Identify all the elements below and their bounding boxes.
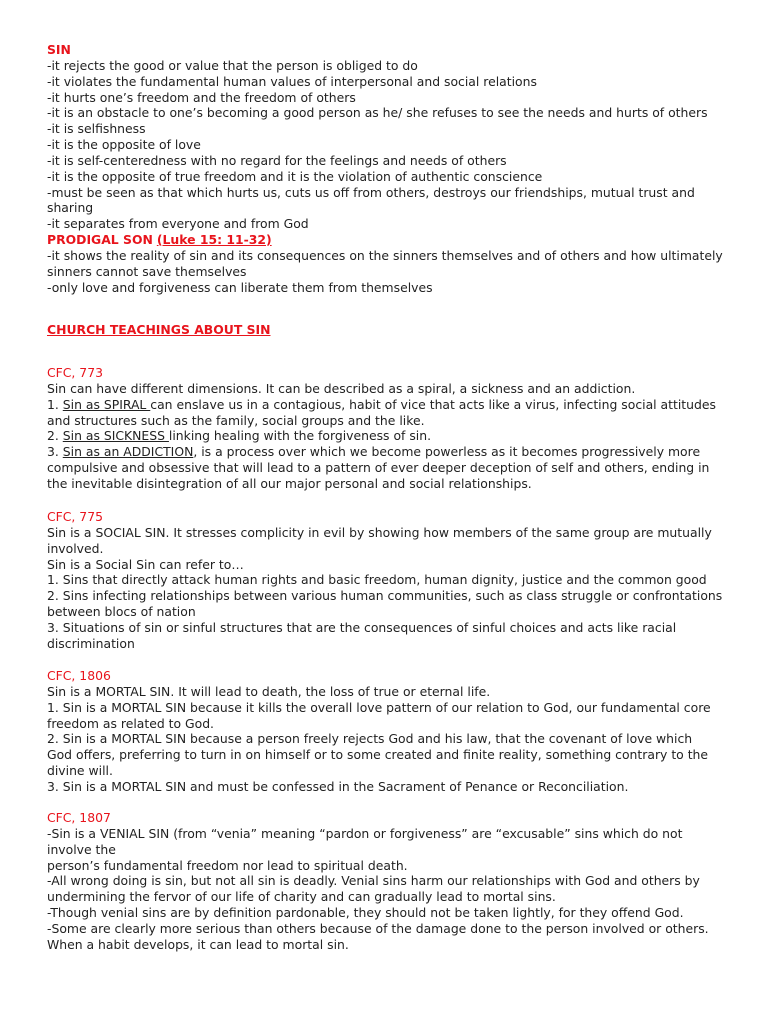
cfc773-item-1: [47, 397, 727, 413]
item-text: , is a process over which we become powerless as it becomes progressively more: [193, 444, 701, 460]
item-term: Sin as an ADDICTION: [62, 444, 194, 460]
cfc773-item-3: [47, 444, 727, 460]
cfc773-item-2: [47, 428, 727, 444]
cfc775-line: 2. Sins infecting relationships between various human communities, such as class struggle or confrontations: [47, 588, 723, 604]
cfc1806-line: divine will.: [47, 763, 113, 779]
cfc1806-line: 2. Sin is a MORTAL SIN because a person freely rejects God and his law, that the covenant of love which: [47, 731, 693, 747]
cfc775-line: 1. Sins that directly attack human rights and basic freedom, human dignity, justice and the common good: [47, 572, 707, 588]
cfc1806-section: [47, 668, 727, 795]
prodigal-reference-open: (: [156, 232, 163, 248]
cfc1806-line: God offers, preferring to turn in on himself or to some created and finite reality, something contrary to the: [47, 747, 709, 763]
prodigal-heading: PRODIGAL SON: [47, 232, 153, 248]
item-term: Sin as SICKNESS: [62, 428, 169, 444]
cfc1807-line: -Though venial sins are by definition pardonable, they should not be taken lightly, for they offend God.: [47, 905, 684, 921]
cfc1806-line: Sin is a MORTAL SIN. It will lead to death, the loss of true or eternal life.: [47, 683, 491, 699]
sin-point: -it rejects the good or value that the person is obliged to do: [47, 57, 418, 73]
prodigal-reference-link[interactable]: Luke 15: 11-32: [162, 232, 266, 248]
sin-point: -it is selfishness: [47, 121, 146, 137]
cfc1807-line: undermining the fervor of our life of charity and can gradually lead to mortal sins.: [47, 889, 556, 905]
cfc1807-line: -All wrong doing is sin, but not all sin is deadly. Venial sins harm our relationships with God and others by: [47, 873, 700, 889]
cfc1807-line: involve the: [47, 841, 116, 857]
cfc1807-line: -Sin is a VENIAL SIN (from “venia” meaning “pardon or forgiveness” are “excusable” sins which do not: [47, 825, 683, 841]
cfc1807-line: -Some are clearly more serious than others because of the damage done to the person involved or others.: [47, 920, 709, 936]
cfc1806-line: 1. Sin is a MORTAL SIN because it kills the overall love pattern of our relation to God, our fundamental core: [47, 699, 711, 715]
item-number: 3.: [47, 444, 63, 460]
sin-point: -must be seen as that which hurts us, cuts us off from others, destroys our friendships, mutual trust and: [47, 184, 695, 200]
cfc773-item-3-cont: compulsive and obsessive that will lead to a pattern of ever deeper deception of self and others, ending in: [47, 460, 710, 476]
sin-heading: SIN: [47, 42, 71, 57]
prodigal-point: -only love and forgiveness can liberate them from themselves: [47, 279, 433, 295]
cfc1806-line: 3. Sin is a MORTAL SIN and must be confessed in the Sacrament of Penance or Reconciliation.: [47, 778, 629, 794]
church-teachings-heading: CHURCH TEACHINGS ABOUT SIN: [47, 322, 271, 337]
item-text: can enslave us in a contagious, habit of vice that acts like a virus, infecting social attitudes: [150, 396, 716, 412]
cfc1806-line: freedom as related to God.: [47, 715, 215, 731]
item-number: 2.: [47, 428, 63, 444]
prodigal-point: -it shows the reality of sin and its consequences on the sinners themselves and of others and how ultimately: [47, 247, 723, 263]
cfc775-line: 3. Situations of sin or sinful structures that are the consequences of sinful choices and acts like racial: [47, 619, 677, 635]
sin-point: sharing: [47, 200, 94, 216]
sin-point: -it is the opposite of love: [47, 137, 201, 153]
cfc773-reference: CFC, 773: [47, 365, 103, 380]
cfc1807-reference: CFC, 1807: [47, 810, 111, 825]
cfc773-item-3-cont: the inevitable disintegration of all our major personal and social relationships.: [47, 475, 532, 491]
cfc1807-line: When a habit develops, it can lead to mortal sin.: [47, 936, 349, 952]
cfc775-section: [47, 509, 727, 652]
cfc773-section: [47, 365, 727, 492]
sin-section: [47, 42, 727, 296]
cfc775-line: between blocs of nation: [47, 604, 196, 620]
cfc1807-section: [47, 810, 727, 953]
sin-point: -it is self-centeredness with no regard for the feelings and needs of others: [47, 152, 507, 168]
church-heading-block: [47, 322, 727, 338]
cfc1806-reference: CFC, 1806: [47, 668, 111, 683]
cfc775-line: Sin is a Social Sin can refer to…: [47, 556, 244, 572]
cfc775-reference: CFC, 775: [47, 509, 103, 524]
sin-point: -it violates the fundamental human values of interpersonal and social relations: [47, 73, 537, 89]
sin-point: -it hurts one’s freedom and the freedom of others: [47, 89, 356, 105]
cfc773-intro: Sin can have different dimensions. It can be described as a spiral, a sickness and an addiction.: [47, 380, 636, 396]
cfc1807-line: person’s fundamental freedom nor lead to spiritual death.: [47, 857, 408, 873]
item-number: 1.: [47, 396, 63, 412]
item-term: Sin as SPIRAL: [62, 396, 151, 412]
prodigal-reference-close: ): [265, 232, 272, 248]
sin-point: -it separates from everyone and from God: [47, 216, 309, 232]
sin-point: -it is an obstacle to one’s becoming a good person as he/ she refuses to see the needs and hurts of others: [47, 105, 708, 121]
cfc775-line: discrimination: [47, 635, 135, 651]
item-text: linking healing with the forgiveness of sin.: [168, 428, 432, 444]
sin-point: -it is the opposite of true freedom and it is the violation of authentic conscience: [47, 168, 543, 184]
cfc773-item-1-cont: and structures such as the family, social groups and the like.: [47, 412, 425, 428]
prodigal-heading-line: [47, 232, 727, 248]
prodigal-point: sinners cannot save themselves: [47, 263, 247, 279]
cfc775-line: involved.: [47, 540, 104, 556]
cfc775-line: Sin is a SOCIAL SIN. It stresses complicity in evil by showing how members of the same group are mutually: [47, 524, 712, 540]
